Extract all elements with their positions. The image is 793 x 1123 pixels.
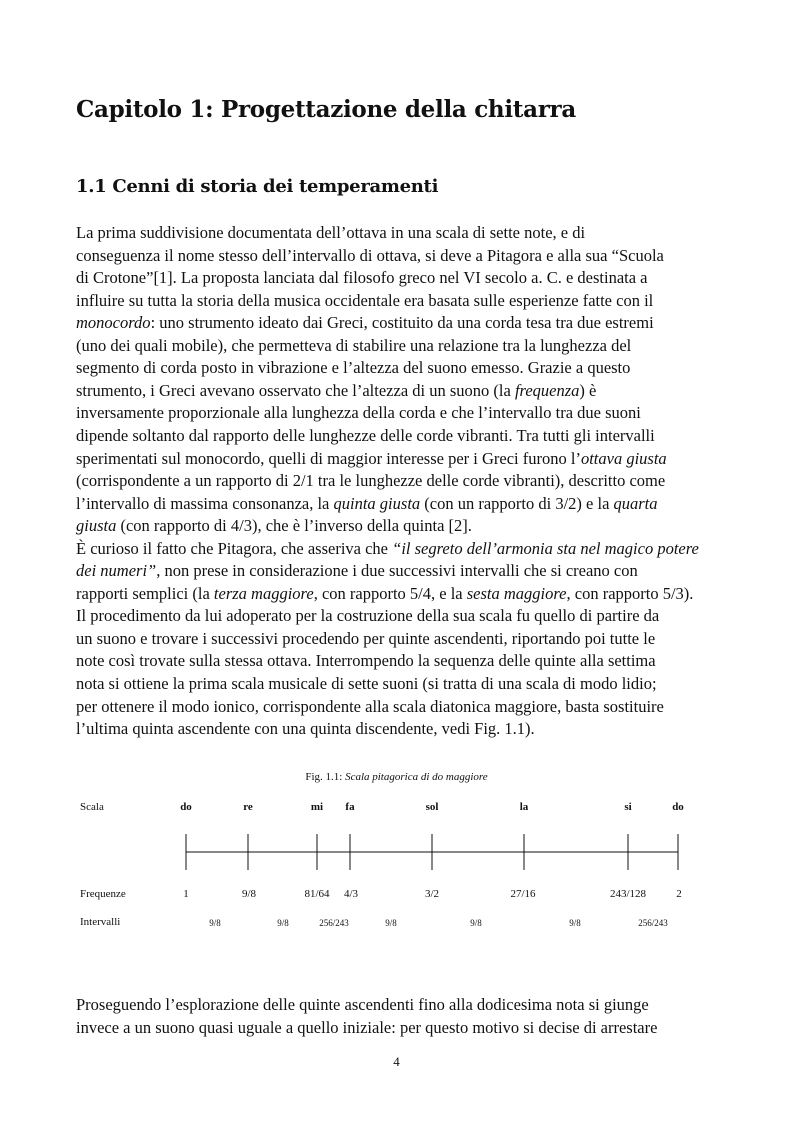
text-run: La prima suddivisione documentata dell’ottava in una scala di sette note, e di (76, 223, 586, 242)
text-run: , non prese in considerazione i due successivi intervalli che si creano con (156, 561, 638, 581)
text-run: segmento di corda posto in vibrazione e l’altezza del suono emesso. Grazie a questo (76, 358, 631, 378)
text-run: conseguenza il nome stesso dell’intervallo di ottava, si deve a Pitagora e alla sua “Scuola (76, 245, 664, 265)
text-run: sperimentati sul monocordo, quelli di maggior interesse per i Greci furono l’ (76, 448, 581, 468)
text-run: (con un rapporto di 3/2) e la (420, 493, 614, 513)
row-label-frequenze: Frequenze (80, 888, 126, 900)
note-label: si (624, 801, 632, 813)
text-run: invece a un suono quasi uguale a quello iniziale: per questo motivo si decise di arrestare (76, 1017, 658, 1037)
figure-caption-prefix: Fig. 1.1: (305, 771, 346, 783)
note-label: re (243, 801, 253, 813)
italic-run: ottava giusta (580, 448, 667, 468)
text-run: l’ultima quinta ascendente con una quinta discendente, vedi Fig. 1.1). (76, 719, 535, 739)
interval-label: 9/8 (385, 918, 397, 928)
frequency-label: 3/2 (424, 888, 440, 900)
interval-label: 9/8 (209, 918, 221, 928)
text-run: note così trovate sulla stessa ottava. Interrompendo la sequenza delle quinte alla settima (76, 651, 656, 671)
italic-run: dei numeri” (76, 561, 157, 581)
text-run: ) è (579, 380, 597, 400)
italic-run: giusta (76, 516, 117, 536)
text-run: per ottenere il modo ionico, corrispondente alla scala diatonica maggiore, basta sostituire (76, 696, 664, 716)
italic-run: monocordo (76, 313, 151, 333)
italic-run: terza maggiore (213, 583, 314, 603)
interval-label: 9/8 (277, 918, 289, 928)
text-run: influire su tutta la storia della musica occidentale era basata sulle esperienze fatte con il (76, 290, 654, 310)
note-label: la (519, 801, 529, 813)
chapter-title: Capitolo 1: Progettazione della chitarra (76, 96, 576, 123)
frequency-label: 9/8 (241, 888, 257, 900)
text-run: È curioso il fatto che Pitagora, che asseriva che (76, 538, 393, 558)
text-run: dipende soltanto dal rapporto delle lunghezze delle corde vibranti. Tra tutti gli intervalli (76, 425, 655, 445)
interval-label: 9/8 (470, 918, 482, 928)
figure-caption-title: Scala pitagorica di do maggiore (345, 771, 488, 783)
text-run: : uno strumento ideato dai Greci, costituito da una corda tesa tra due estremi (150, 313, 654, 333)
section-title: 1.1 Cenni di storia dei temperamenti (76, 176, 439, 197)
text-line (76, 1018, 657, 1038)
italic-run: quinta giusta (333, 493, 421, 513)
text-run: Proseguendo l’esplorazione delle quinte ascendenti fino alla dodicesima nota si giunge (76, 995, 649, 1014)
note-label: mi (310, 801, 324, 813)
text-run: nota si ottiene la prima scala musicale di sette suoni (si tratta di una scala di modo lidio; (76, 674, 657, 693)
text-run: strumento, i Greci avevano osservato che l’altezza di un suono (la (76, 380, 515, 400)
row-label-intervalli: Intervalli (80, 916, 121, 928)
note-label: do (672, 801, 684, 813)
frequency-label: 81/64 (304, 888, 330, 900)
row-label-scala: Scala (80, 801, 104, 813)
page-number: 4 (393, 1054, 400, 1069)
text-run: , con rapporto 5/4, e la (313, 583, 467, 603)
frequency-label: 243/128 (609, 888, 647, 900)
text-run: rapporti semplici (la (76, 583, 214, 603)
text-run: di Crotone”[1]. La proposta lanciata dal filosofo greco nel VI secolo a. C. e destinata a (76, 268, 648, 288)
text-run: Il procedimento da lui adoperato per la costruzione della sua scala fu quello di partire da (76, 606, 660, 626)
text-run: (corrispondente a un rapporto di 2/1 tra le lunghezze delle corde vibranti), descritto come (76, 471, 666, 491)
frequency-label: 1 (183, 888, 189, 900)
italic-run: “il segreto dell’armonia sta nel magico potere (392, 538, 699, 558)
frequency-label: 27/16 (510, 888, 536, 900)
note-label: sol (425, 801, 439, 813)
text-run: l’intervallo di massima consonanza, la (76, 493, 334, 513)
text-run: (con rapporto di 4/3), che è l’inverso della quinta [2]. (116, 516, 472, 536)
italic-run: sesta maggiore (466, 583, 567, 603)
frequency-label: 4/3 (343, 888, 359, 900)
italic-run: quarta (613, 493, 658, 513)
italic-run: frequenza (514, 380, 580, 400)
interval-label: 9/8 (569, 918, 581, 928)
note-label: fa (345, 801, 355, 813)
text-run: , con rapporto 5/3). (566, 583, 694, 603)
frequency-label: 2 (676, 888, 682, 900)
note-label: do (180, 801, 192, 813)
interval-label: 256/243 (638, 918, 668, 928)
text-run: inversamente proporzionale alla lunghezza della corda e che l’intervallo tra due suoni (76, 403, 641, 423)
interval-label: 256/243 (319, 918, 349, 928)
text-run: (uno dei quali mobile), che permetteva di stabilire una relazione tra la lunghezza del (76, 335, 632, 355)
text-run: un suono e trovare i successivi procedendo per quinte ascendenti, riportando poi tutte le (76, 628, 656, 648)
text-line (76, 995, 649, 1015)
